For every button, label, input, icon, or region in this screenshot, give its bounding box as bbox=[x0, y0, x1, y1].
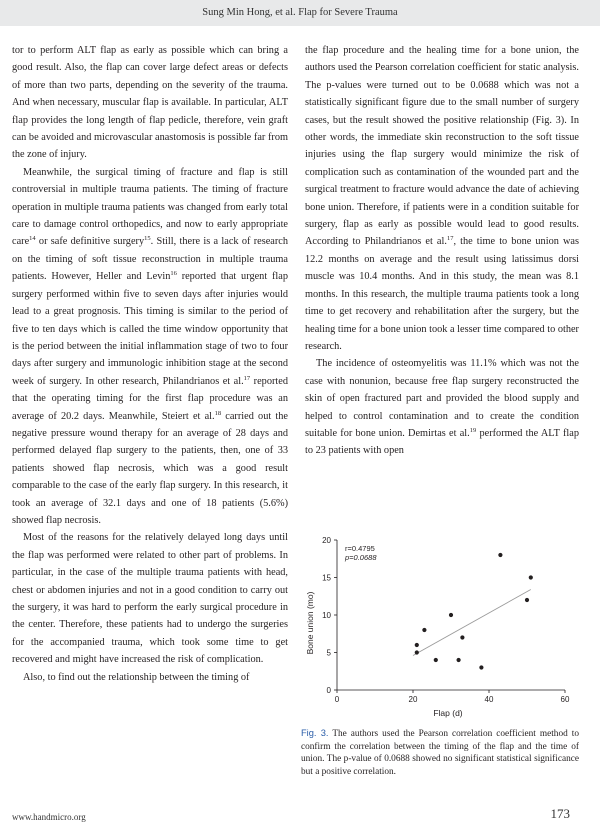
scatter-plot bbox=[300, 528, 590, 728]
data-point bbox=[422, 628, 426, 632]
y-tick-label: 0 bbox=[326, 686, 331, 695]
text-span: . Still, there is a lack of research on the timing of soft tissue reconstruction in multiple trauma patients. However, Heller and Levin bbox=[12, 236, 288, 283]
running-header bbox=[0, 0, 600, 26]
citation-ref: 15 bbox=[144, 235, 151, 243]
figure-3-chart bbox=[300, 528, 590, 728]
running-title: Sung Min Hong, et al. Flap for Severe Trauma bbox=[202, 7, 398, 18]
x-tick-label: 40 bbox=[484, 695, 494, 704]
figure-caption bbox=[301, 727, 579, 778]
left-paragraph-3: Most of the reasons for the relatively delayed long days until the flap was performed were related to other part of problems. In particular, in the case of the multiple trauma patients with head, chest or abdomen injuries and not in a good condition to carry out the surgery, it was hard to perform the early surgical procedure in the center. Therefore, these patients had to undergo the surgeries for the accompanied trauma, which took some time to get recovered and might have increased the risk of complication. bbox=[12, 532, 288, 666]
text-span: Meanwhile, the surgical timing of fracture and flap is still controversial in multiple trauma patients. The timing of fracture operation in multiple trauma patients was changed from early total care to damage control orthopedics, and now to early appropriate care bbox=[12, 166, 288, 248]
annotation-r: r=0.4795 bbox=[345, 544, 375, 553]
right-column bbox=[305, 42, 579, 460]
text-span: reported that the operating timing for the first flap procedure was an average of 20.2 days. Meanwhile, Steiert et al. bbox=[12, 375, 288, 422]
x-axis-label: Flap (d) bbox=[433, 708, 463, 718]
left-paragraph-1: tor to perform ALT flap as early as possible which can bring a good result. Also, the flap can cover large defect areas or defects of more than two parts, depending on the severity of the trauma. And when necessary, muscular flap is available. In particular, ALT flap provides the long length of flap pedicle, therefore, vein graft can be avoided and microvascular anastomosis is possible far from the zone of injury. bbox=[12, 45, 288, 161]
chart-points-group bbox=[415, 553, 533, 670]
text-span: The incidence of osteomyelitis was 11.1% which was not the case with nonunion, because free flap surgery reconstructed the skin of open fractured part and provided the blood supply and helped to control contamination and to create the condition suitable for bone union. Demirtas et al. bbox=[305, 358, 579, 439]
citation-ref: 19 bbox=[469, 426, 477, 434]
data-point bbox=[449, 613, 453, 617]
citation-ref: 16 bbox=[170, 270, 177, 278]
data-point bbox=[529, 575, 533, 579]
data-point bbox=[434, 658, 438, 662]
text-span: the flap procedure and the healing time for a bone union, the authors used the Pearson correlation coefficient for static analysis. The p-values were turned out to be 0.0688 which was not a statistically significant figure due to the small number of surgery cases, but the result showed the positive relationship (Fig. 3). In other words, the immediate skin reconstruction to the soft tissue injuries using the flap surgery would minimize the risk of complication such as contamination of the wounded part and the surgical treatment to fracture would advance the date of achieving bone union. Therefore, if patients were in a condition suitable for surgery, flap as early as possible would lead to good results. According to Philandrianos et al. bbox=[305, 45, 579, 248]
right-paragraph-2 bbox=[305, 355, 579, 459]
right-paragraph-1 bbox=[305, 42, 579, 355]
figure-label: Fig. 3. bbox=[301, 728, 329, 738]
text-span: carried out the negative pressure wound therapy for an average of 28 days and performed delayed flap surgery to the patients, then, one of 33 patients showed flap necrosis, which was a good result comparable to the case of the early flap surgery. In this research, it took an average of 32.1 days and one of 18 patients (5.6%) showed flap necrosis. bbox=[12, 410, 288, 526]
annotation-p: p=0.0688 bbox=[345, 553, 377, 562]
text-span: performed the ALT flap to 23 patients with open bbox=[305, 427, 579, 457]
data-point bbox=[415, 643, 419, 647]
left-column bbox=[12, 42, 288, 686]
chart-trendline-group bbox=[413, 590, 531, 656]
citation-ref: 18 bbox=[214, 409, 222, 417]
left-paragraph-4: Also, to find out the relationship between the timing of bbox=[23, 671, 250, 683]
data-point bbox=[460, 635, 464, 639]
data-point bbox=[415, 650, 419, 654]
text-span: , the time to bone union was 12.2 months on average and the result using latissimus dorsi muscle was 10.4 months. And in this study, the mean was 8.1 months. In this research, the multiple trauma patients took a long time to get recovery and rehabilitation after the surgery, but the healing time for a bone union took a lesser time compared to other research. bbox=[305, 236, 579, 352]
data-point bbox=[457, 658, 461, 662]
trendline bbox=[413, 590, 531, 656]
figure-caption-text: The authors used the Pearson correlation coefficient method to confirm the correlation between the timing of the flap and the time of union. The p-value of 0.0688 showed no significant statistical significance but a positive correlation. bbox=[301, 729, 579, 777]
citation-ref: 14 bbox=[29, 235, 36, 243]
y-tick-label: 15 bbox=[322, 573, 331, 583]
y-tick-label: 5 bbox=[326, 648, 331, 658]
page-number: 173 bbox=[550, 806, 570, 821]
y-axis-label: Bone union (mo) bbox=[305, 591, 315, 655]
text-span: reported that urgent flap surgery performed within five to seven days after injuries would lead to a great prognosis. This timing is similar to the period of five to ten days which is called the time window opportunity that is the period between the initial inflammation stage of two to four days after surgery and immunologic inhibition stage at the second week of surgery. In other research, Philandrianos et al. bbox=[12, 271, 288, 387]
x-tick-label: 0 bbox=[334, 695, 340, 704]
left-paragraph-2 bbox=[12, 164, 288, 530]
citation-ref: 17 bbox=[243, 374, 251, 382]
text-span: or safe definitive surgery bbox=[35, 236, 145, 248]
x-tick-label: 20 bbox=[408, 695, 418, 704]
x-tick-label: 60 bbox=[560, 695, 570, 704]
data-point bbox=[479, 665, 483, 669]
footer-url: www.handmicro.org bbox=[12, 812, 86, 822]
data-point bbox=[498, 553, 502, 557]
y-tick-label: 10 bbox=[322, 611, 331, 620]
y-tick-label: 20 bbox=[322, 536, 331, 545]
data-point bbox=[525, 598, 529, 602]
citation-ref: 17 bbox=[446, 235, 454, 243]
